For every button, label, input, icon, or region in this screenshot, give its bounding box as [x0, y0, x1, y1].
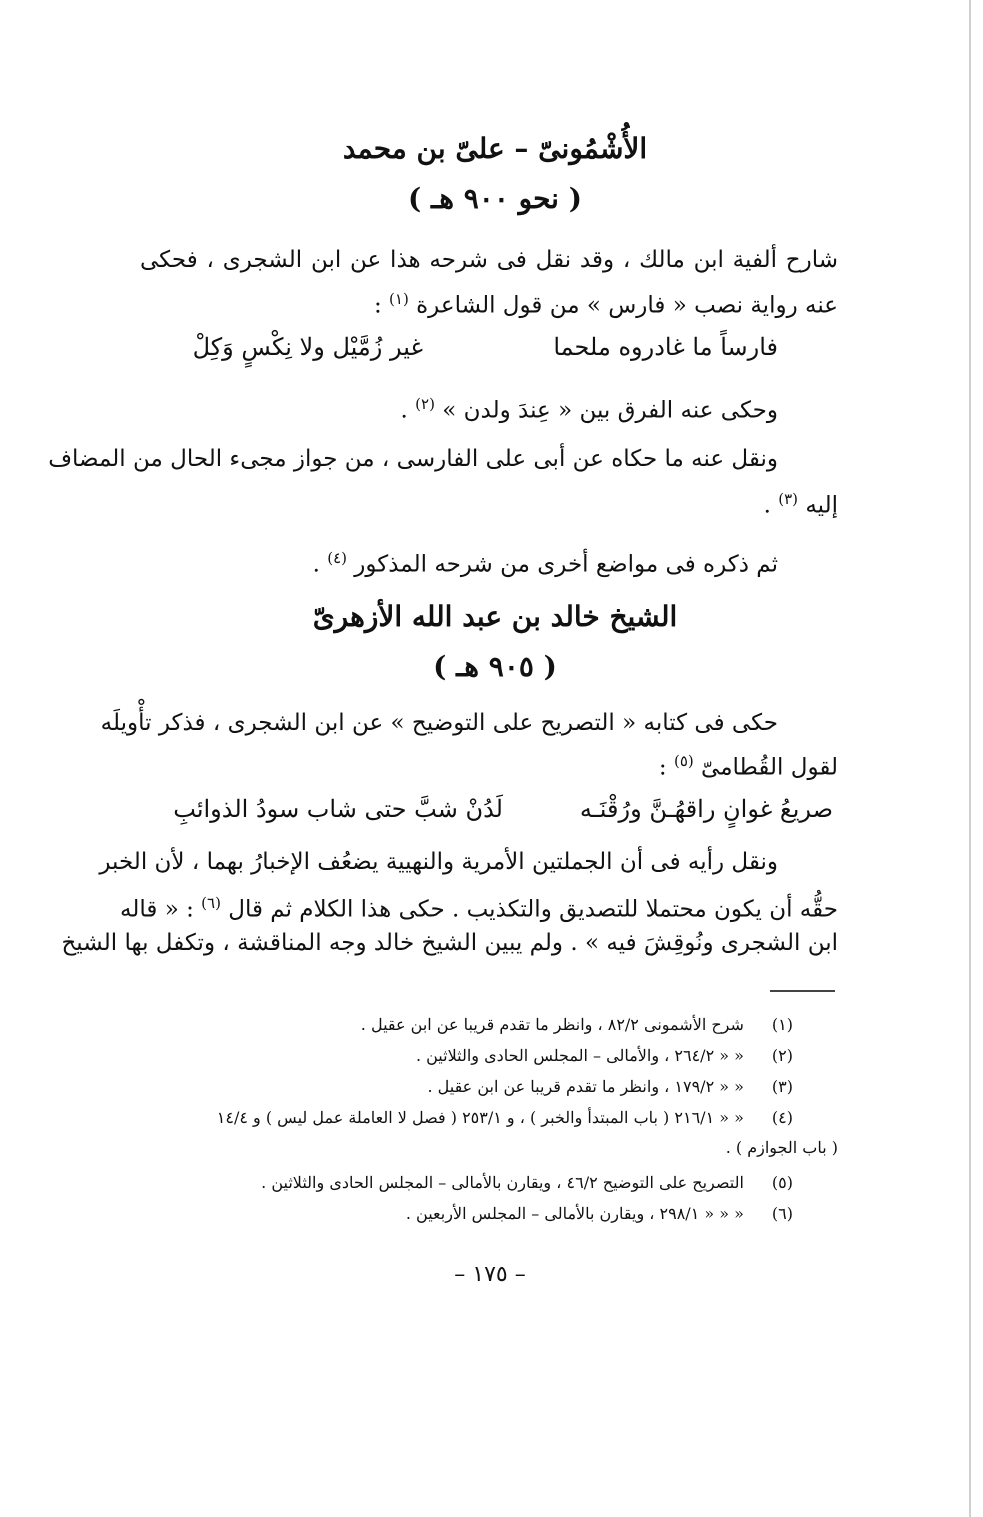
- footnote-number: (٥): [771, 1173, 793, 1192]
- verse-1-left-hemistich: غير زُمَّيْل ولا نِكْسٍ وَكِلْ: [192, 333, 423, 361]
- footnote-text: « « ٢١٦/١ ( باب المبتدأ والخبر ) ، و ٢٥٣/١ ( فصل لا العاملة عمل ليس ) و ١٤/٤: [216, 1108, 744, 1127]
- footnote-4-continued: [726, 1138, 838, 1157]
- section-1-title: الأُشْمُونىّ – علىّ بن محمد: [342, 132, 648, 165]
- section-1-para-1-line-1: شارح ألفية ابن مالك ، وقد نقل فى شرحه هذا عن ابن الشجرى ، فحكى: [140, 247, 838, 273]
- footnote-3: [427, 1077, 793, 1096]
- footnote-text: شرح الأشمونى ٨٢/٢ ، وانظر ما تقدم قريبا عن ابن عقيل .: [360, 1015, 744, 1034]
- section-2-para-2-line-3: ابن الشجرى ونُوقِشَ فيه » . ولم يبين الشيخ خالد وجه المناقشة ، وتكفل بها الشيخ: [61, 930, 838, 956]
- section-2-para-1-line-1: حكى فى كتابه « التصريح على التوضيح » عن ابن الشجرى ، فذكر تأْويلَه: [100, 710, 778, 736]
- verse-1-right-hemistich: فارساً ما غادروه ملحما: [553, 333, 778, 361]
- section-2-para-2-line-2: [120, 886, 838, 928]
- section-1-para-1-line-2: [374, 282, 838, 324]
- footnote-1: [361, 1015, 793, 1034]
- footnote-ref-3[interactable]: (٣): [778, 490, 799, 508]
- section-1-para-4: [313, 541, 778, 583]
- section-2-para-1-line-2: [659, 744, 838, 786]
- footnote-number: (١): [771, 1015, 793, 1034]
- footnote-5: [261, 1173, 793, 1192]
- para-end: .: [400, 397, 408, 424]
- footnote-number: (٢): [771, 1046, 793, 1065]
- page-number: – ١٧٥ –: [454, 1262, 526, 1287]
- section-2-title: الشيخ خالد بن عبد الله الأزهرىّ: [312, 600, 678, 633]
- footnote-ref-6[interactable]: (٦): [201, 894, 221, 912]
- para-text: ثم ذكره فى مواضع أخرى من شرحه المذكور: [354, 551, 778, 578]
- section-1-para-3-line-1: ونقل عنه ما حكاه عن أبى على الفارسى ، من جواز مجىء الحال من المضاف: [48, 446, 778, 472]
- footnote-text: « « ٢٦٤/٢ ، والأمالى – المجلس الحادى والثلاثين .: [415, 1046, 744, 1065]
- section-1-para-3-line-2: [764, 482, 838, 524]
- footnote-6: [406, 1204, 793, 1223]
- footnote-number: (٤): [771, 1108, 793, 1127]
- footnote-text: ( باب الجوازم ) .: [725, 1138, 838, 1157]
- footnote-4: [217, 1108, 793, 1127]
- section-1-para-2: [401, 387, 778, 429]
- para-text: عنه رواية نصب « فارس » من قول الشاعرة: [416, 292, 838, 319]
- footnote-number: (٣): [771, 1077, 793, 1096]
- footnote-ref-4[interactable]: (٤): [327, 549, 347, 567]
- para-end: .: [763, 492, 771, 519]
- section-1-date: ( نحو ٩٠٠ هـ ): [408, 182, 582, 215]
- footnote-ref-2[interactable]: (٢): [415, 395, 435, 413]
- footnote-text: « « « ٢٩٨/١ ، ويقارن بالأمالى – المجلس الأربعين .: [405, 1204, 744, 1223]
- para-end: :: [373, 292, 382, 319]
- section-2-para-2-line-1: ونقل رأيه فى أن الجملتين الأمرية والنهيية يضعُف الإخبارُ بهما ، لأن الخبر: [99, 849, 778, 875]
- footnote-ref-1[interactable]: (١): [389, 290, 409, 308]
- footnote-2: [416, 1046, 793, 1065]
- verse-2-right-hemistich: صريعُ غوانٍ راقهُـنَّ ورُقْنَـه: [579, 795, 833, 823]
- para-end: .: [312, 551, 320, 578]
- para-text: حقُّه أن يكون محتملا للتصديق والتكذيب . حكى هذا الكلام ثم قال: [228, 896, 838, 923]
- para-text: لقول القُطامىّ: [701, 754, 838, 781]
- footnote-text: « « ١٧٩/٢ ، وانظر ما تقدم قريبا عن ابن عقيل .: [427, 1077, 744, 1096]
- footnote-number: (٦): [771, 1204, 793, 1223]
- footnote-separator: [770, 990, 835, 992]
- para-text: وحكى عنه الفرق بين « عِندَ ولدن »: [442, 397, 778, 424]
- para-text: إليه: [805, 492, 838, 519]
- footnote-ref-5[interactable]: (٥): [673, 752, 694, 770]
- para-end: :: [658, 754, 667, 781]
- para-text-end: : « قاله: [120, 896, 194, 923]
- footnote-text: التصريح على التوضيح ٤٦/٢ ، ويقارن بالأمالى – المجلس الحادى والثلاثين .: [261, 1173, 744, 1192]
- verse-2-left-hemistich: لَدُنْ شبَّ حتى شاب سودُ الذوائبِ: [173, 795, 503, 823]
- section-2-date: ( ٩٠٥ هـ ): [433, 650, 557, 683]
